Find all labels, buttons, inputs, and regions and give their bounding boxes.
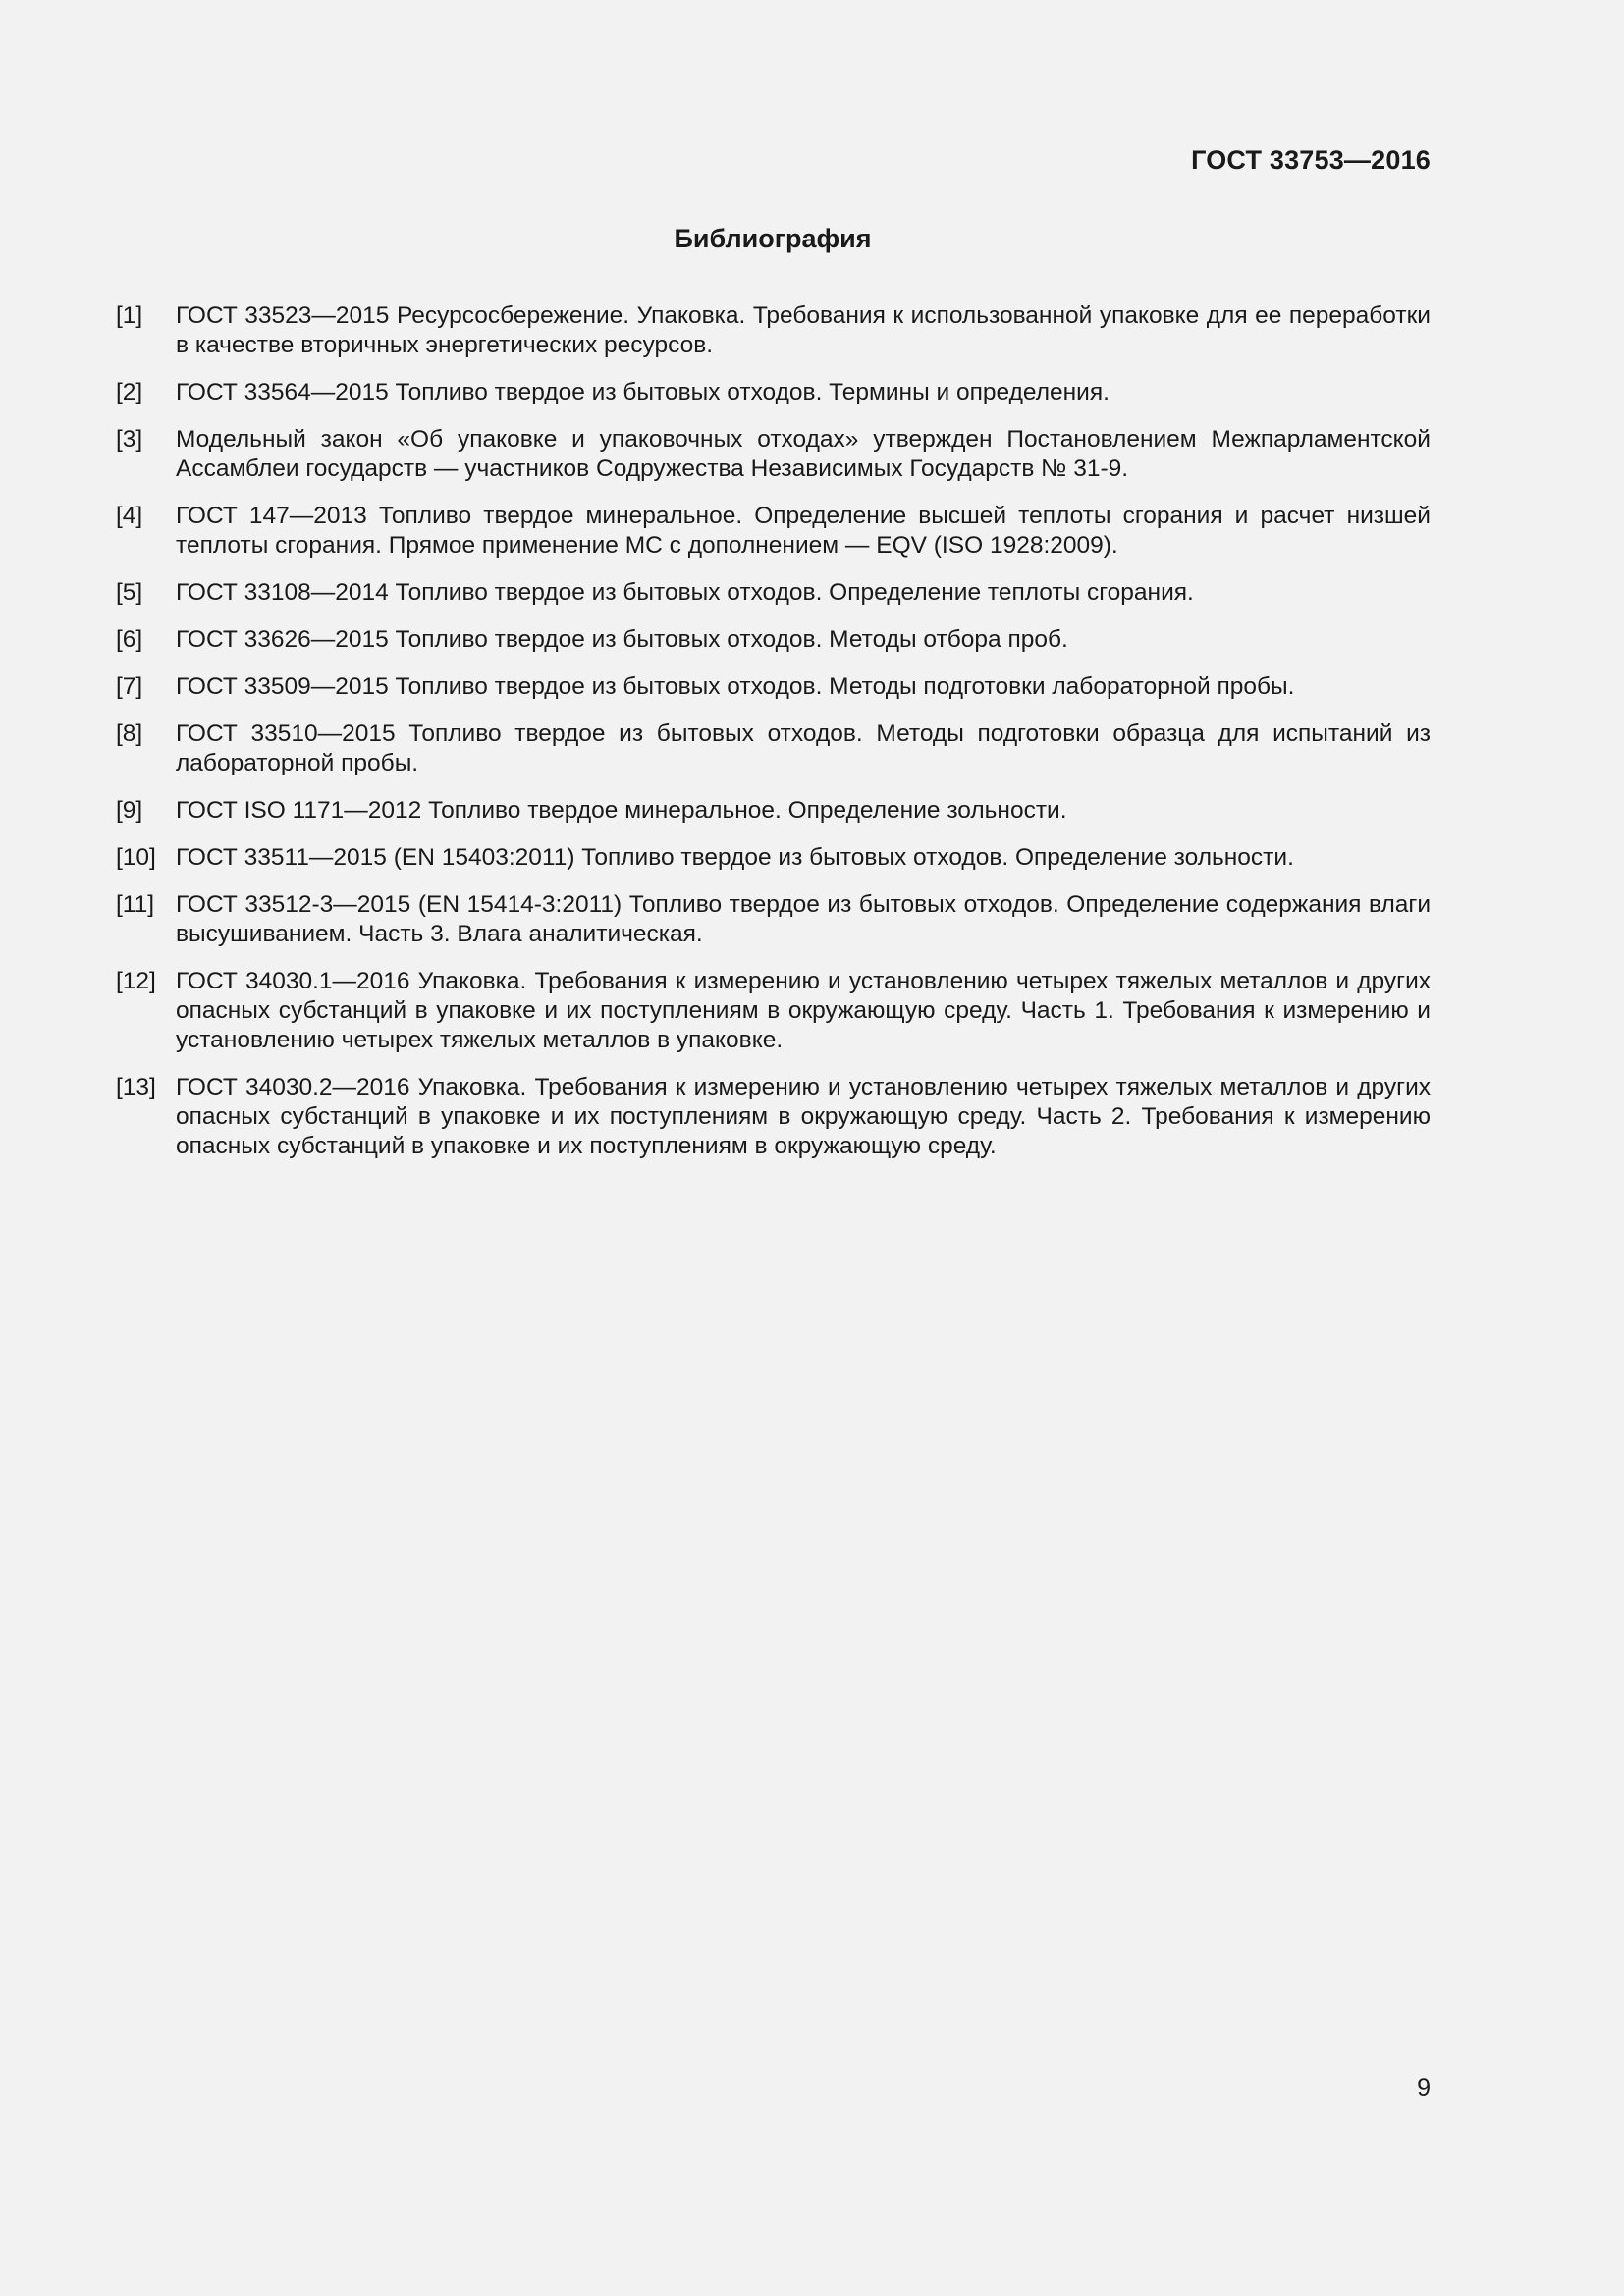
reference-number: [9] <box>116 797 143 824</box>
reference-number: [13] <box>116 1074 156 1100</box>
reference-text: ГОСТ ISO 1171—2012 Топливо твердое минеральное. Определение зольности. <box>176 797 1067 824</box>
reference-item <box>116 967 1431 1055</box>
reference-number: [2] <box>116 379 143 405</box>
reference-text: ГОСТ 33523—2015 Ресурсосбережение. Упаковка. Требования к использованной упаковке для ее переработки в качестве вторичных энергетических ресурсов. <box>176 302 1431 358</box>
reference-text: ГОСТ 34030.2—2016 Упаковка. Требования к измерению и установлению четырех тяжелых металлов и других опасных субстанций в упаковке и их поступлениям в окружающую среду. Часть 2. Требования к измерению опасных субстанций в упаковке и их поступлениям в окружающую среду. <box>176 1074 1431 1159</box>
reference-item <box>116 672 1431 702</box>
reference-item <box>116 843 1431 873</box>
reference-item <box>116 625 1431 655</box>
reference-number: [6] <box>116 626 143 653</box>
reference-item <box>116 378 1431 407</box>
reference-text: ГОСТ 33564—2015 Топливо твердое из бытовых отходов. Термины и определения. <box>176 379 1110 405</box>
reference-number: [12] <box>116 968 156 994</box>
page-number: 9 <box>1417 2074 1431 2102</box>
reference-item <box>116 720 1431 778</box>
reference-item <box>116 502 1431 561</box>
reference-text: ГОСТ 33626—2015 Топливо твердое из бытовых отходов. Методы отбора проб. <box>176 626 1068 653</box>
reference-number: [11] <box>116 891 155 918</box>
reference-text: ГОСТ 33511—2015 (EN 15403:2011) Топливо твердое из бытовых отходов. Определение зольности. <box>176 844 1294 871</box>
reference-item <box>116 301 1431 360</box>
reference-number: [8] <box>116 721 143 747</box>
reference-item <box>116 890 1431 949</box>
reference-number: [3] <box>116 426 143 453</box>
reference-number: [4] <box>116 503 143 529</box>
page-title: Библиография <box>674 224 872 253</box>
reference-number: [1] <box>116 302 143 329</box>
reference-text: ГОСТ 33510—2015 Топливо твердое из бытовых отходов. Методы подготовки образца для испытаний из лабораторной пробы. <box>176 721 1431 776</box>
reference-text: Модельный закон «Об упаковке и упаковочных отходах» утвержден Постановлением Межпарламентской Ассамблеи государств — участников Содружества Независимых Государств № 31-9. <box>176 426 1431 482</box>
reference-item <box>116 578 1431 608</box>
reference-text: ГОСТ 33512-3—2015 (EN 15414-3:2011) Топливо твердое из бытовых отходов. Определение содержания влаги высушиванием. Часть 3. Влага аналитическая. <box>176 891 1431 947</box>
reference-item <box>116 425 1431 484</box>
document-code: ГОСТ 33753—2016 <box>1191 145 1431 175</box>
reference-number: [7] <box>116 673 143 700</box>
reference-item <box>116 796 1431 826</box>
reference-text: ГОСТ 33509—2015 Топливо твердое из бытовых отходов. Методы подготовки лабораторной пробы. <box>176 673 1295 700</box>
reference-item <box>116 1073 1431 1161</box>
reference-number: [5] <box>116 579 143 606</box>
reference-number: [10] <box>116 844 156 871</box>
reference-text: ГОСТ 147—2013 Топливо твердое минеральное. Определение высшей теплоты сгорания и расчет низшей теплоты сгорания. Прямое применение МС с дополнением — EQV (ISO 1928:2009). <box>176 503 1431 559</box>
reference-text: ГОСТ 33108—2014 Топливо твердое из бытовых отходов. Определение теплоты сгорания. <box>176 579 1194 606</box>
reference-text: ГОСТ 34030.1—2016 Упаковка. Требования к измерению и установлению четырех тяжелых металлов и других опасных субстанций в упаковке и их поступлениям в окружающую среду. Часть 1. Требования к измерению и установлению четырех тяжелых металлов в упаковке. <box>176 968 1431 1053</box>
bibliography-list <box>116 301 1431 1179</box>
